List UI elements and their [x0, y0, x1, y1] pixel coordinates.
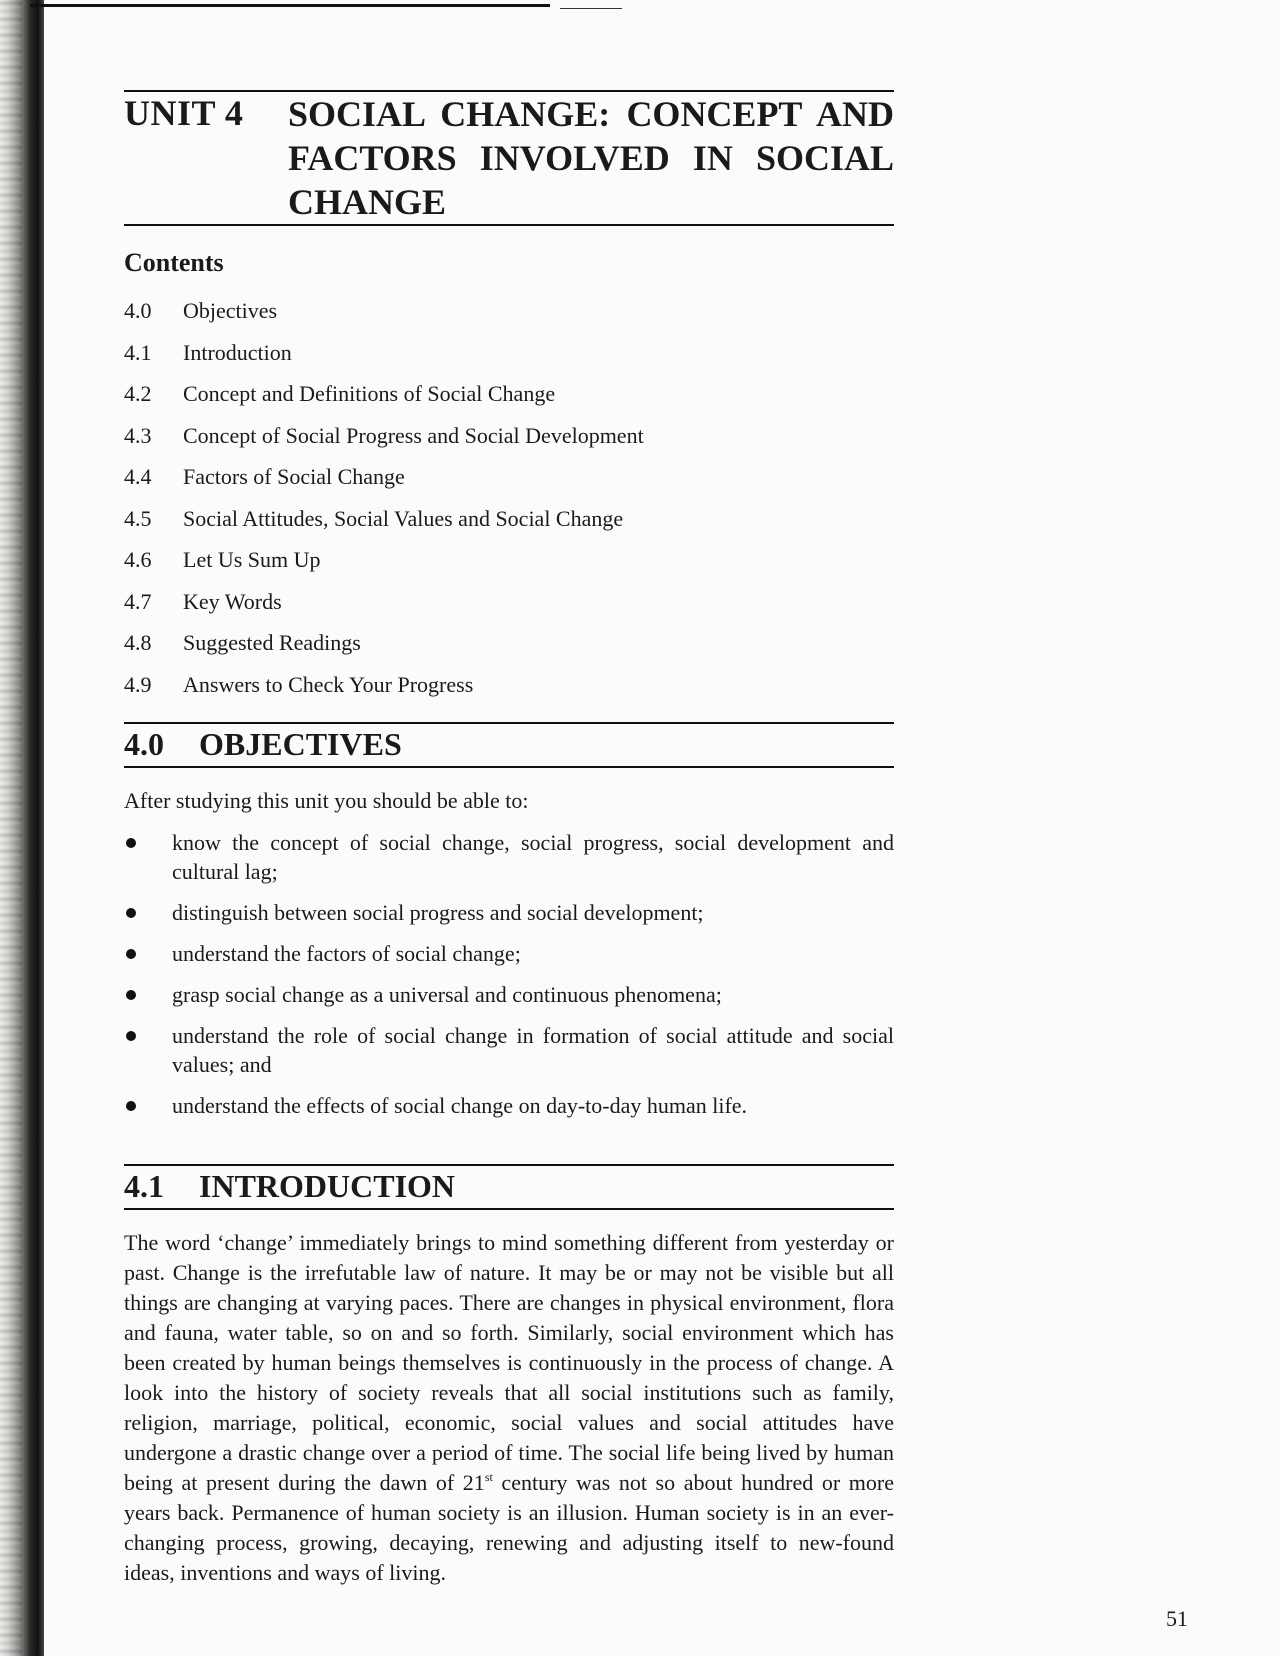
introduction-rule-bottom [124, 1208, 894, 1210]
introduction-paragraph-part-1: The word ‘change’ immediately brings to mind something different from yesterday or past. Change is the irrefutable law of nature. It may be or may not be visible but all things are changing at varying paces. There are changes in physical environment, flora and fauna, water table, so on and so forth. Similarly, social environment which has been created by human beings themselves is continuously in the process of change. A look into the history of society reveals that all social institutions such as family, religion, marriage, political, economic, social values and social attitudes have undergone a drastic change over a period of time. The social life being lived by human being at present during the dawn of 21 [124, 1230, 894, 1495]
toc-item-label: Key Words [183, 588, 282, 614]
toc-item [124, 340, 644, 382]
objective-item [124, 828, 894, 886]
unit-label: UNIT 4 [124, 93, 244, 133]
ordinal-suffix: st [484, 1470, 493, 1484]
toc-item [124, 630, 644, 672]
objectives-heading [124, 726, 402, 763]
table-of-contents [124, 298, 644, 713]
introduction-heading-number: 4.1 [124, 1168, 164, 1204]
toc-item [124, 381, 644, 423]
introduction-paragraph [124, 1228, 894, 1588]
title-rule-bottom [124, 224, 894, 226]
objective-text: understand the role of social change in formation of social attitude and social values; and [172, 1023, 894, 1077]
toc-item-number: 4.5 [124, 505, 152, 531]
toc-item-number: 4.4 [124, 464, 152, 489]
bullet-icon [126, 949, 136, 959]
objective-item [124, 1091, 894, 1120]
introduction-rule-top [124, 1164, 894, 1166]
unit-title-line-1: SOCIAL CHANGE: CONCEPT AND [288, 94, 894, 134]
toc-item-label: Introduction [183, 339, 292, 365]
toc-item-label: Let Us Sum Up [183, 547, 321, 572]
scan-top-rule [30, 4, 550, 7]
toc-item [124, 506, 644, 548]
introduction-paragraph-part-2: century was not so about hundred or more years back. Permanence of human society is an illusion. Human society is in an ever-changing process, growing, decaying, renewing and adjusting itself to new-found ideas, inventions and ways of living. [124, 1470, 895, 1585]
toc-item [124, 589, 644, 631]
introduction-heading [124, 1168, 455, 1205]
objective-text: distinguish between social progress and social development; [172, 900, 704, 925]
toc-item-number: 4.2 [124, 381, 152, 406]
toc-item-label: Social Attitudes, Social Values and Social Change [183, 505, 624, 531]
objectives-list [124, 828, 894, 1120]
unit-title-line-3: CHANGE [288, 182, 447, 222]
scan-binding-texture [0, 0, 22, 1656]
toc-item-number: 4.7 [124, 588, 152, 614]
toc-item [124, 464, 644, 506]
objectives-heading-number: 4.0 [124, 726, 164, 762]
toc-item-number: 4.8 [124, 630, 152, 655]
objective-text: understand the effects of social change on day-to-day human life. [172, 1093, 748, 1118]
toc-item-label: Suggested Readings [183, 630, 361, 655]
toc-item-label: Objectives [183, 298, 278, 323]
bullet-icon [126, 1031, 136, 1041]
objective-item [124, 898, 894, 927]
objectives-heading-title: OBJECTIVES [199, 726, 402, 762]
contents-heading: Contents [124, 248, 224, 277]
objective-text: know the concept of social change, social progress, social development and cultural lag; [172, 830, 894, 884]
toc-item-number: 4.9 [124, 671, 152, 697]
objective-text: grasp social change as a universal and continuous phenomena; [172, 982, 722, 1007]
unit-title [288, 92, 894, 224]
toc-item-number: 4.6 [124, 547, 152, 572]
objectives-intro: After studying this unit you should be able to: [124, 788, 529, 813]
toc-item-label: Factors of Social Change [183, 464, 405, 489]
objective-item [124, 939, 894, 968]
toc-item [124, 423, 644, 465]
bullet-icon [126, 908, 136, 918]
objectives-rule-top [124, 722, 894, 724]
toc-item-number: 4.3 [124, 422, 152, 448]
toc-item [124, 298, 644, 340]
objectives-rule-bottom [124, 766, 894, 768]
toc-item-label: Answers to Check Your Progress [183, 671, 474, 697]
bullet-icon [126, 990, 136, 1000]
toc-item [124, 547, 644, 589]
objective-item [124, 1021, 894, 1079]
introduction-heading-title: INTRODUCTION [199, 1168, 456, 1204]
page-number: 51 [1166, 1606, 1188, 1631]
toc-item-label: Concept and Definitions of Social Change [183, 381, 556, 406]
toc-item-number: 4.1 [124, 339, 152, 365]
objective-text: understand the factors of social change; [172, 941, 521, 966]
bullet-icon [126, 838, 136, 848]
unit-title-line-2: FACTORS INVOLVED IN SOCIAL [288, 138, 894, 178]
scan-top-rule-short [560, 8, 622, 9]
toc-item-label: Concept of Social Progress and Social Development [183, 422, 644, 448]
toc-item [124, 672, 644, 714]
toc-item-number: 4.0 [124, 298, 152, 323]
objective-item [124, 980, 894, 1009]
bullet-icon [126, 1101, 136, 1111]
